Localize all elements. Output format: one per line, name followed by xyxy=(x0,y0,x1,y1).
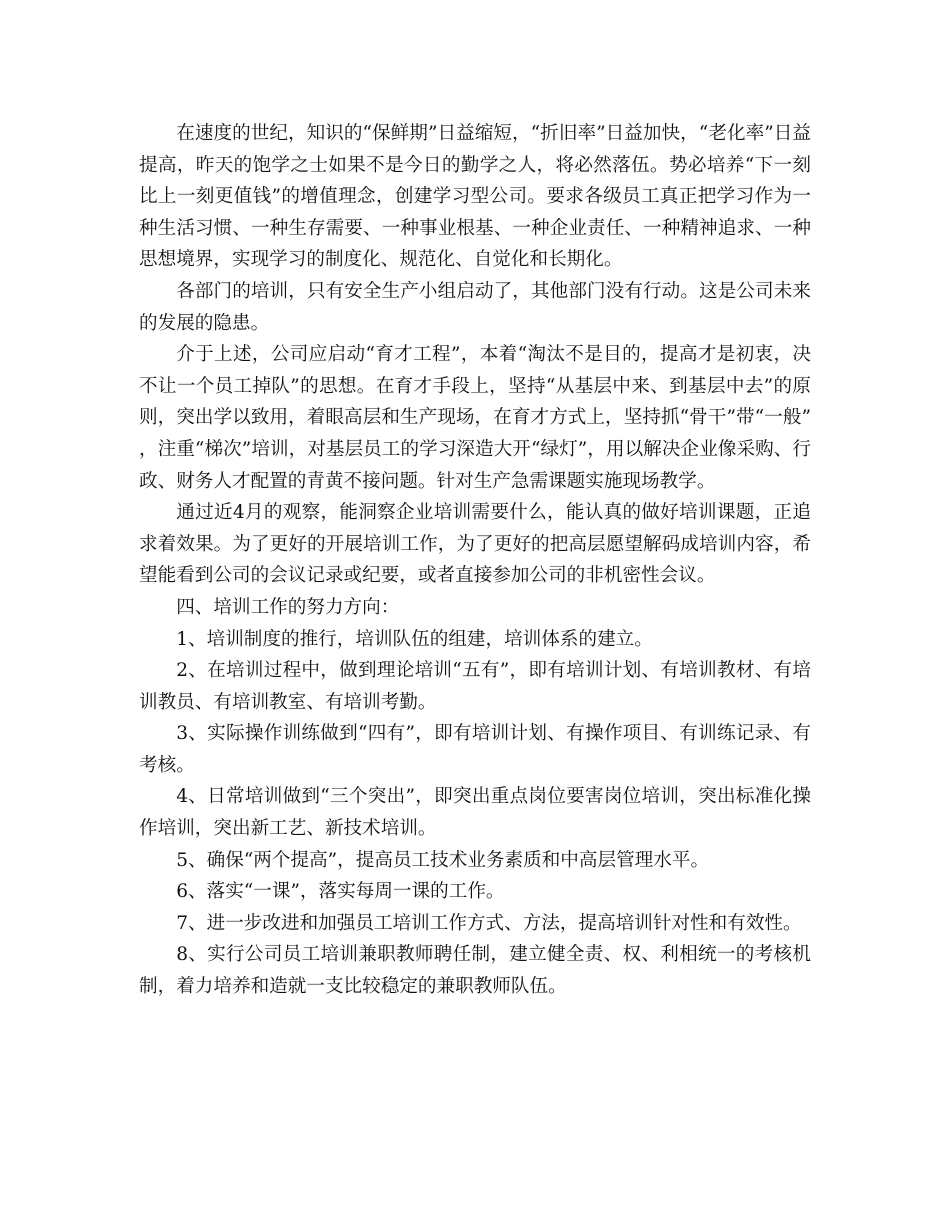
list-item-6: 6、落实“一课”，落实每周一课的工作。 xyxy=(176,881,505,903)
list-item-3: 3、实际操作训练做到“四有”，即有培训计划、有操作项目、有训练记录、有考核。 xyxy=(139,723,811,776)
paragraph-observation: 通过近4月的观察，能洞察企业培训需要什么，能认真的做好培训课题，正追求着效果。为了更好的开展培训工作，为了更好的把高层愿望解码成培训内容，希望能看到公司的会议记录或纪要，或者直接参加公司的非机密性会议。 xyxy=(139,502,811,587)
paragraph-learning-organization: 在速度的世纪，知识的“保鲜期”日益缩短，“折旧率”日益加快，“老化率”日益提高，昨天的饱学之士如果不是今日的勤学之人，将必然落伍。势必培养“下一刻比上一刻更值钱”的增值理念，创建学习型公司。要求各级员工真正把学习作为一种生活习惯、一种生存需要、一种事业根基、一种企业责任、一种精神追求、一种思想境界，实现学习的制度化、规范化、自觉化和长期化。 xyxy=(139,123,811,271)
document-body xyxy=(139,118,811,1003)
paragraph-talent-project: 介于上述，公司应启动“育才工程”，本着“淘汰不是目的，提高才是初衷，决不让一个员工掉队”的思想。在育才手段上，坚持“从基层中来、到基层中去”的原则，突出学以致用，着眼高层和生产现场，在育才方式上，坚持抓“骨干”带“一般”，注重“梯次”培训，对基层员工的学习深造大开“绿灯”，用以解决企业像采购、行政、财务人才配置的青黄不接问题。针对生产急需课题实施现场教学。 xyxy=(139,344,811,492)
list-item-8: 8、实行公司员工培训兼职教师聘任制，建立健全责、权、利相统一的考核机制，着力培养和造就一支比较稳定的兼职教师队伍。 xyxy=(139,944,811,998)
section-heading-training-direction: 四、培训工作的努力方向： xyxy=(176,596,400,618)
list-item-4: 4、日常培训做到“三个突出”，即突出重点岗位要害岗位培训，突出标准化操作培训，突出新工艺、新技术培训。 xyxy=(139,786,811,840)
list-item-7: 7、进一步改进和加强员工培训工作方式、方法，提高培训针对性和有效性。 xyxy=(176,912,802,934)
list-item-2: 2、在培训过程中，做到理论培训“五有”，即有培训计划、有培训教材、有培训教员、有培训教室、有培训考勤。 xyxy=(139,660,811,713)
list-item-1: 1、培训制度的推行，培训队伍的组建，培训体系的建立。 xyxy=(176,628,653,650)
paragraph-department-training: 各部门的培训，只有安全生产小组启动了，其他部门没有行动。这是公司未来的发展的隐患。 xyxy=(139,280,811,334)
list-item-5: 5、确保“两个提高”，提高员工技术业务素质和中高层管理水平。 xyxy=(176,849,710,871)
